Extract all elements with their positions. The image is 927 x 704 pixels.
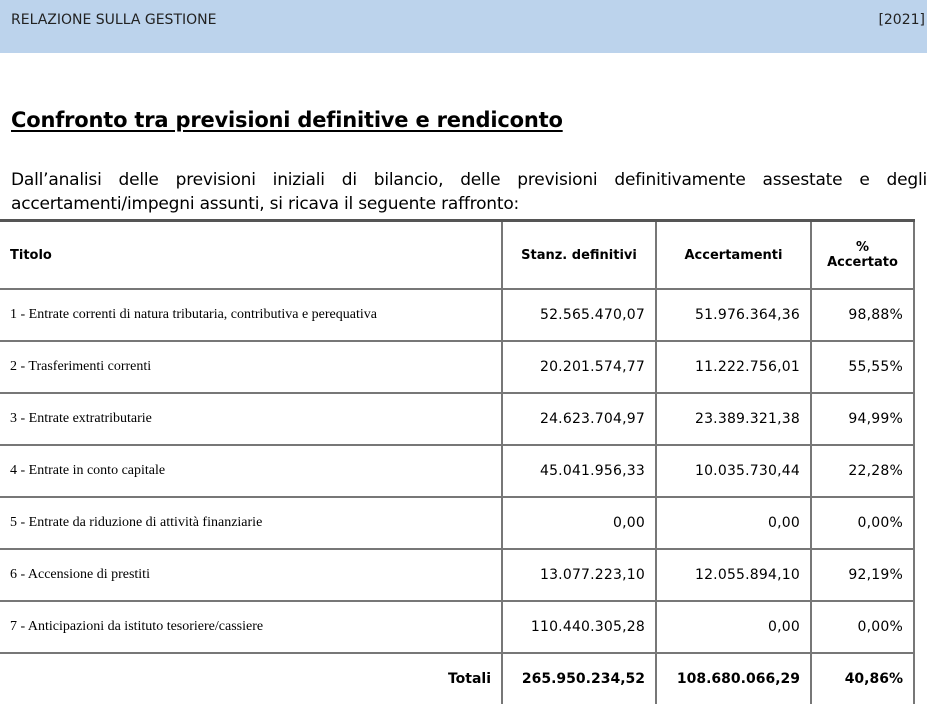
col-header-stanz: Stanz. definitivi [502,221,656,290]
row-pct: 22,28% [811,445,914,497]
row-titolo: 4 - Entrate in conto capitale [0,445,502,497]
row-accert: 0,00 [656,601,811,653]
table-row [0,445,914,497]
row-accert: 23.389.321,38 [656,393,811,445]
col-header-titolo: Titolo [0,221,502,290]
row-pct: 55,55% [811,341,914,393]
table-row [0,549,914,601]
row-pct: 92,19% [811,549,914,601]
col-header-pct-symbol: % [855,240,870,255]
table-total-row [0,653,914,704]
comparison-table [0,219,915,704]
row-titolo: 2 - Trasferimenti correnti [0,341,502,393]
total-pct: 40,86% [811,653,914,704]
row-titolo: 5 - Entrate da riduzione di attività finanziarie [0,497,502,549]
row-accert: 10.035.730,44 [656,445,811,497]
section-title: Confronto tra previsioni definitive e rendiconto [11,108,563,132]
row-stanz: 110.440.305,28 [502,601,656,653]
row-stanz: 13.077.223,10 [502,549,656,601]
row-titolo: 3 - Entrate extratributarie [0,393,502,445]
row-stanz: 24.623.704,97 [502,393,656,445]
row-titolo: 7 - Anticipazioni da istituto tesoriere/cassiere [0,601,502,653]
table-header-row [0,221,914,290]
intro-paragraph: Dall’analisi delle previsioni iniziali di bilancio, delle previsioni definitivamente assestate e degli accertamenti/impegni assunti, si ricava il seguente raffronto: [11,170,927,214]
row-pct: 94,99% [811,393,914,445]
table-row [0,601,914,653]
row-pct: 98,88% [811,289,914,341]
total-label: Totali [0,653,502,704]
table-row [0,393,914,445]
header-title: RELAZIONE SULLA GESTIONE [11,12,217,28]
row-pct: 0,00% [811,601,914,653]
header-year: [2021] [878,12,925,28]
row-accert: 11.222.756,01 [656,341,811,393]
table-row [0,497,914,549]
col-header-pct-label: Accertato [827,255,898,270]
page-header [0,0,927,53]
row-titolo: 1 - Entrate correnti di natura tributaria, contributiva e perequativa [0,289,502,341]
row-accert: 51.976.364,36 [656,289,811,341]
col-header-accert: Accertamenti [656,221,811,290]
row-stanz: 0,00 [502,497,656,549]
col-header-pct [811,221,914,290]
row-stanz: 52.565.470,07 [502,289,656,341]
total-stanz: 265.950.234,52 [502,653,656,704]
row-accert: 0,00 [656,497,811,549]
row-stanz: 45.041.956,33 [502,445,656,497]
row-accert: 12.055.894,10 [656,549,811,601]
total-accert: 108.680.066,29 [656,653,811,704]
table-row [0,289,914,341]
row-stanz: 20.201.574,77 [502,341,656,393]
row-pct: 0,00% [811,497,914,549]
table-row [0,341,914,393]
row-titolo: 6 - Accensione di prestiti [0,549,502,601]
